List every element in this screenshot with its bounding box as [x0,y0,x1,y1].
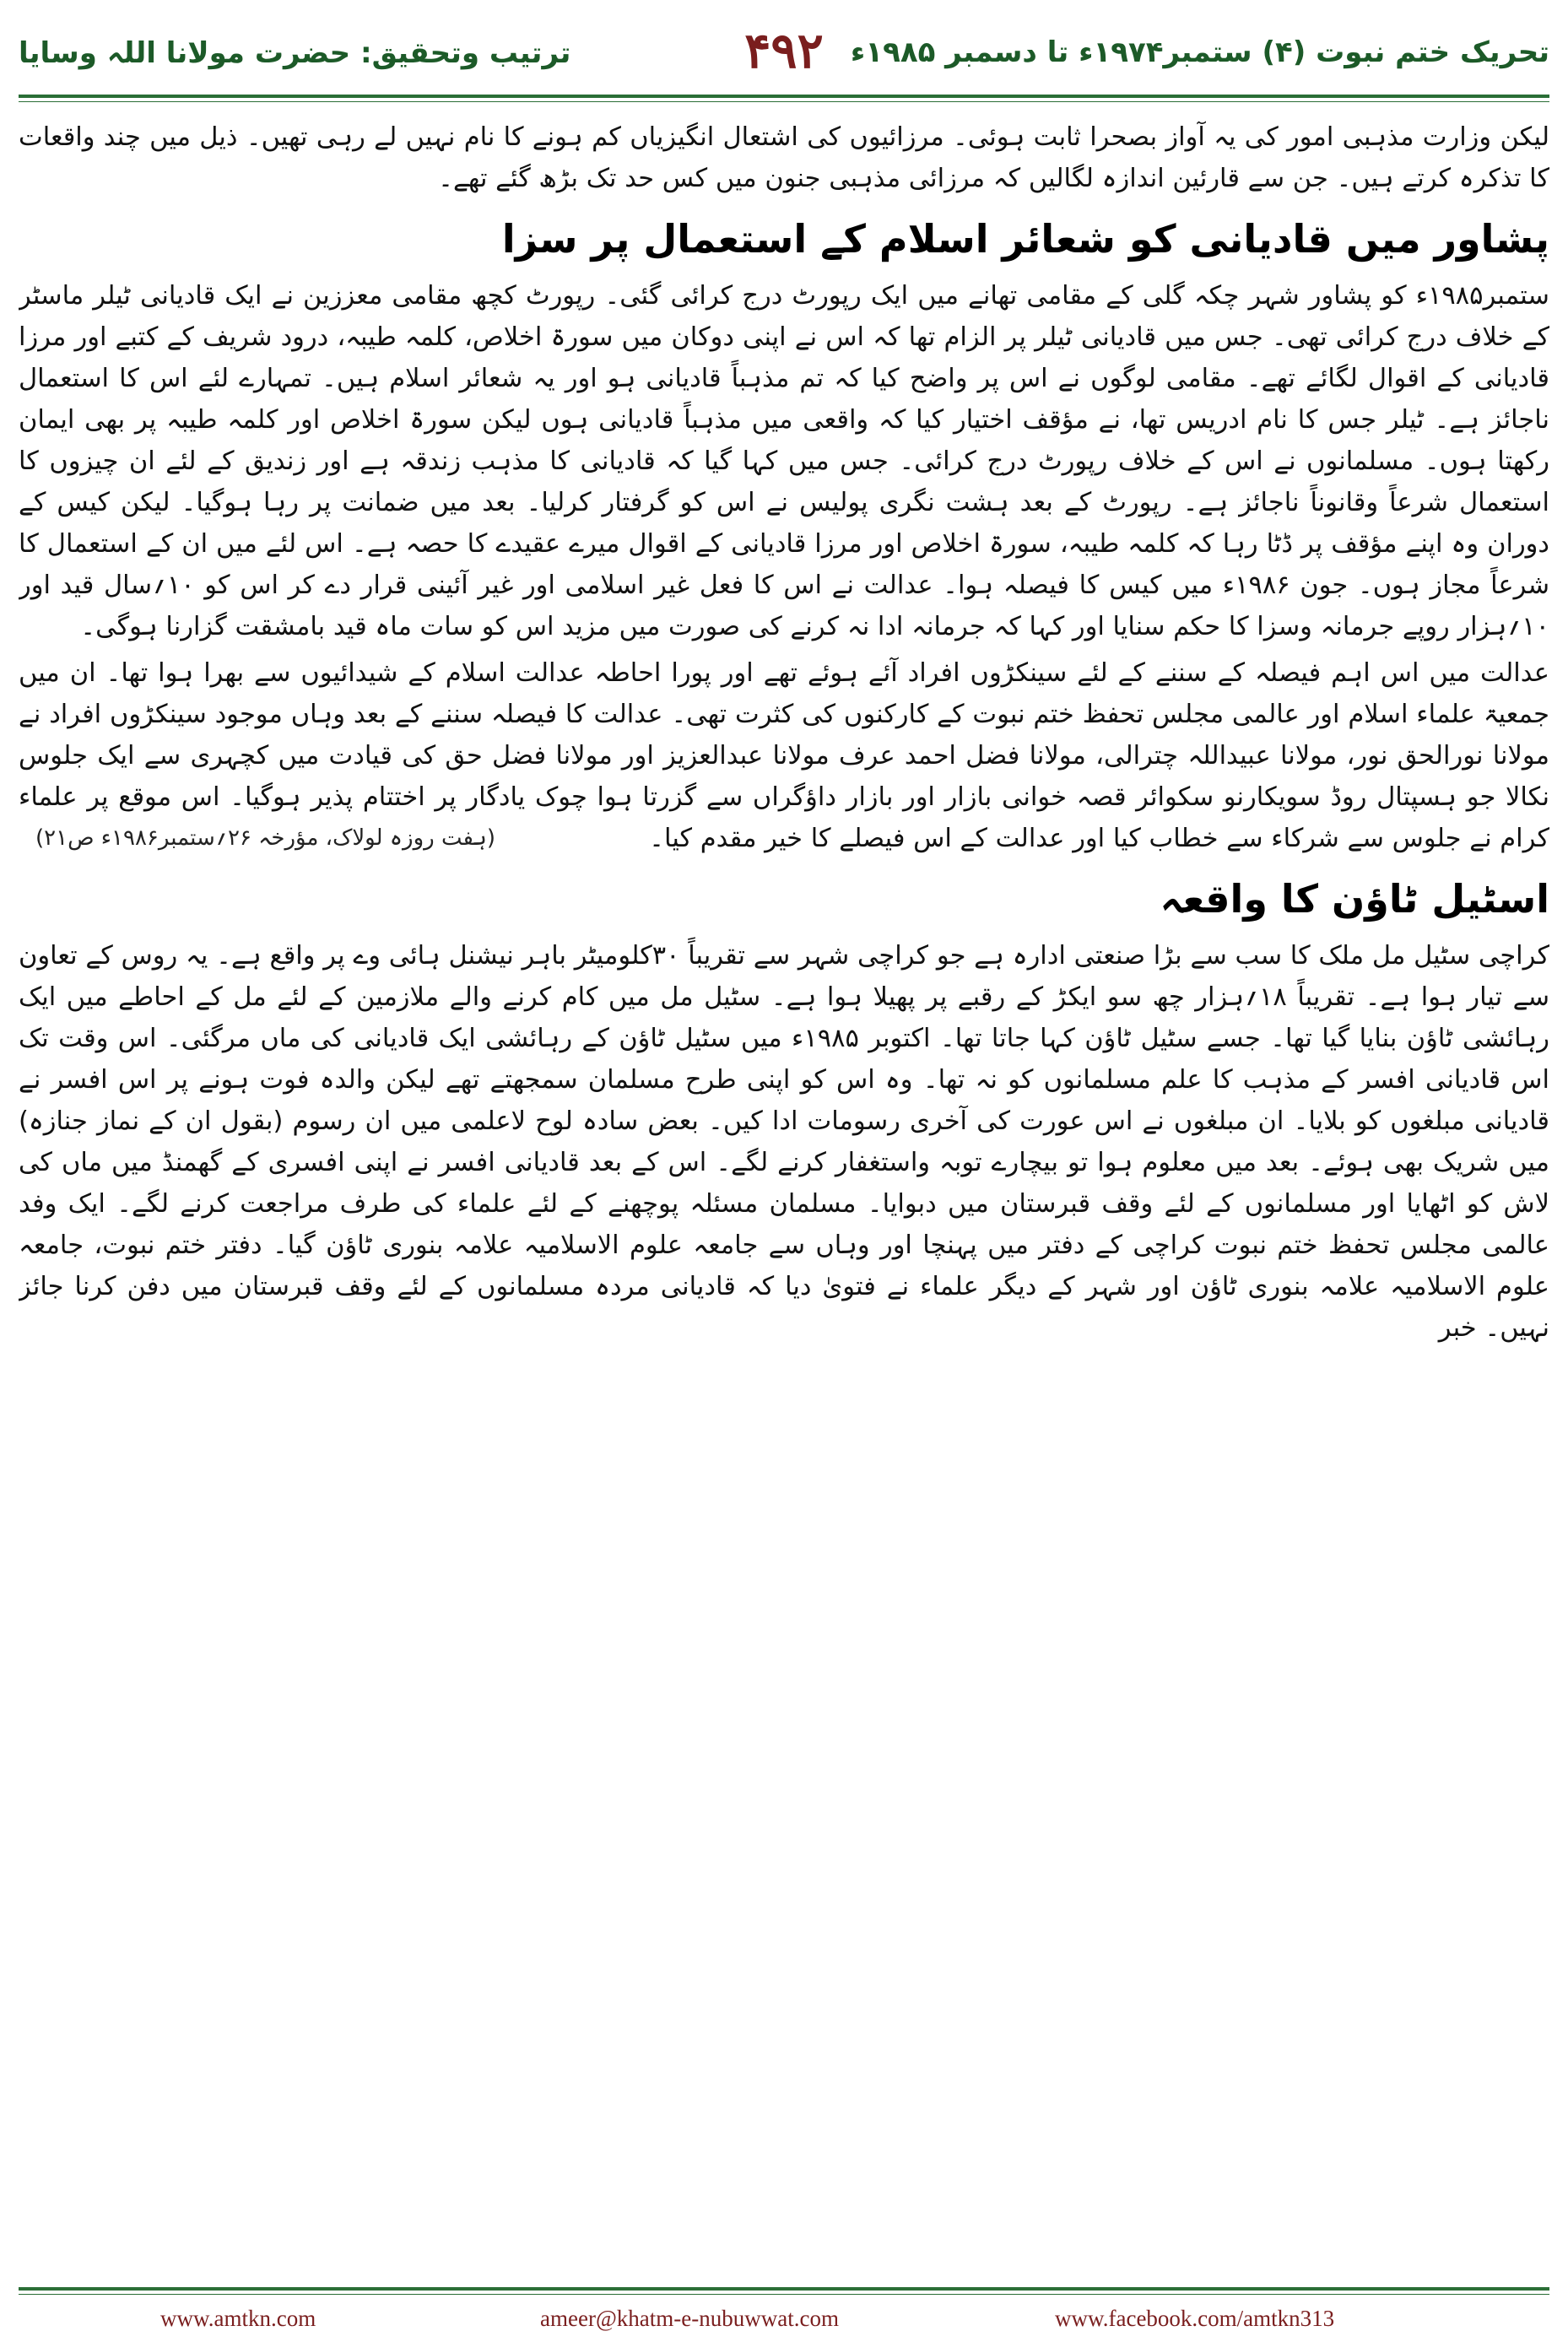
page-header [0,0,1568,101]
steel-town-paragraph: کراچی سٹیل مل ملک کا سب سے بڑا صنعتی ادارہ ہے جو کراچی شہر سے تقریباً ۳۰کلومیٹر باہر نیشنل ہائی وے پر واقع ہے۔ یہ روس کے تعاون سے تیار ہوا ہے۔ تقریباً ۱۸؍ہزار چھ سو ایکڑ کے رقبے پر پھیلا ہوا ہے۔ سٹیل مل میں کام کرنے والے ملازمین کے لئے مل کے احاطے میں ایک رہائشی ٹاؤن بنایا گیا تھا۔ جسے سٹیل ٹاؤن کہا جاتا تھا۔ اکتوبر ۱۹۸۵ء میں سٹیل ٹاؤن کے رہائشی ایک قادیانی کی ماں مرگئی۔ اس وقت تک اس قادیانی افسر کے مذہب کا علم مسلمانوں کو نہ تھا۔ وہ اس کو اپنی طرح مسلمان سمجھتے تھے لیکن والدہ فوت ہونے پر اس افسر نے قادیانی مبلغوں کو بلایا۔ ان مبلغوں نے اس عورت کی آخری رسومات ادا کیں۔ بعض سادہ لوح لاعلمی میں ان رسوم (بقول ان کے نماز جنازہ) میں شریک بھی ہوئے۔ بعد میں معلوم ہوا تو بیچارے توبہ واستغفار کرنے لگے۔ اس کے بعد قادیانی افسر نے اپنی افسری کے گھمنڈ میں ماں کی لاش کو اٹھایا اور مسلمانوں کے لئے وقف قبرستان میں دبوایا۔ مسلمان مسئلہ پوچھنے کے لئے علماء کی طرف مراجعت کرنے لگے۔ ایک وفد عالمی مجلس تحفظ ختم نبوت کراچی کے دفتر میں پہنچا اور وہاں سے جامعہ علوم الاسلامیہ علامہ بنوری ٹاؤن گیا۔ دفتر ختم نبوت، جامعہ علوم الاسلامیہ علامہ بنوری ٹاؤن اور شہر کے دیگر علماء نے فتویٰ دیا کہ قادیانی مردہ مسلمانوں کے لئے وقف قبرستان میں دفن کرنا جائز نہیں۔ خبر [19,941,1549,1343]
footer-rule [19,2287,1549,2291]
footer-rule-thin [19,2294,1549,2295]
header-rule [19,95,1549,98]
footer-facebook-link[interactable]: www.facebook.com/amtkn313 [1055,2306,1335,2331]
section-heading-steel-town: اسٹیل ٹاؤن کا واقعہ [1160,876,1549,922]
section-heading-peshawar: پشاور میں قادیانی کو شعائر اسلام کے استعمال پر سزا [501,216,1549,262]
peshawar-paragraph-2-text: عدالت میں اس اہم فیصلہ کے سننے کے لئے سینکڑوں افراد آئے ہوئے تھے اور پورا احاطہ عدالت اسلام کے شیدائیوں سے بھرا ہوا تھا۔ ان میں جمعیۃ علماء اسلام اور عالمی مجلس تحفظ ختم نبوت کے کارکنوں کی کثرت تھی۔ عدالت کا فیصلہ سننے کے بعد وہاں موجود سینکڑوں افراد نے مولانا نورالحق نور، مولانا عبیداللہ چترالی، مولانا فضل احمد عرف مولانا عبدالعزیز اور مولانا فضل حق کی قیادت میں کچہری سے ایک جلوس نکالا جو ہسپتال روڈ سویکارنو سکوائر قصہ خوانی بازار اور بازار داؤگراں سے گزرتا ہوا چوک یادگار پر اختتام پذیر ہوگیا۔ اس موقع پر علماء کرام نے جلوس سے شرکاء سے خطاب کیا اور عدالت کے اس فیصلے کا خیر مقدم کیا۔ [19,658,1549,853]
citation: (ہفت روزہ لولاک، مؤرخہ ۲۶؍ستمبر۱۹۸۶ء ص۲۱) [35,825,496,851]
header-rule-thin [19,101,1549,102]
peshawar-paragraph-2 [19,652,1549,859]
peshawar-paragraph-1: ستمبر۱۹۸۵ء کو پشاور شہر چکہ گلی کے مقامی تھانے میں ایک رپورٹ درج کرائی گئی۔ رپورٹ کچھ مقامی معززین نے ایک قادیانی ٹیلر ماسٹر کے خلاف درج کرائی تھی۔ جس میں قادیانی ٹیلر پر الزام تھا کہ اس نے اپنی دوکان میں سورۃ اخلاص، کلمہ طیبہ، درود شریف کے کتبے اور مرزا قادیانی کے اقوال لگائے تھے۔ مقامی لوگوں نے اس پر واضح کیا کہ تم مذہباً قادیانی ہو اور یہ شعائر اسلام ہیں۔ تمہارے لئے اس کا استعمال ناجائز ہے۔ ٹیلر جس کا نام ادریس تھا، نے مؤقف اختیار کیا کہ واقعی میں مذہباً قادیانی ہوں لیکن سورۃ اخلاص اور کلمہ طیبہ پر بھی ایمان رکھتا ہوں۔ مسلمانوں نے اس کے خلاف رپورٹ درج کرائی۔ جس میں کہا گیا کہ قادیانی کا مذہب زندقہ ہے اور زندیق کے لئے ان چیزوں کا استعمال شرعاً وقانوناً ناجائز ہے۔ رپورٹ کے بعد ہشت نگری پولیس نے اس کو گرفتار کرلیا۔ بعد میں ضمانت پر رہا ہوگیا۔ لیکن کیس کے دوران وہ اپنے مؤقف پر ڈٹا رہا کہ کلمہ طیبہ، سورۃ اخلاص اور مرزا قادیانی کے اقوال میرے عقیدے کا حصہ ہے۔ اس لئے میں ان کے استعمال کا شرعاً مجاز ہوں۔ جون ۱۹۸۶ء میں کیس کا فیصلہ ہوا۔ عدالت نے اس کا فعل غیر اسلامی اور غیر آئینی قرار دے کر اس کو ۱۰؍سال قید اور ۱۰؍ہزار روپے جرمانہ وسزا کا حکم سنایا اور کہا کہ جرمانہ ادا نہ کرنے کی صورت میں مزید اس کو سات ماہ قید بامشقت گزارنا ہوگی۔ [19,281,1549,641]
page-footer [0,2287,1568,2342]
intro-paragraph: لیکن وزارت مذہبی امور کی یہ آواز بصحرا ثابت ہوئی۔ مرزائیوں کی اشتعال انگیزیاں کم ہونے کا نام نہیں لے رہی تھیں۔ ذیل میں چند واقعات کا تذکرہ کرتے ہیں۔ جن سے قارئین اندازہ لگالیں کہ مرزائی مذہبی جنون میں کس حد تک بڑھ گئے تھے۔ [19,122,1549,193]
page-content [19,116,1549,2273]
footer-email-link[interactable]: ameer@khatm-e-nubuwwat.com [540,2306,839,2331]
header-book-title: تحریک ختم نبوت (۴) ستمبر۱۹۷۴ء تا دسمبر ۱۹۸۵ء [850,35,1549,69]
header-compiler: ترتیب وتحقیق: حضرت مولانا اللہ وسایا [19,36,571,70]
footer-website-link[interactable]: www.amtkn.com [160,2306,316,2331]
page-number: ۴۹۲ [744,22,824,79]
